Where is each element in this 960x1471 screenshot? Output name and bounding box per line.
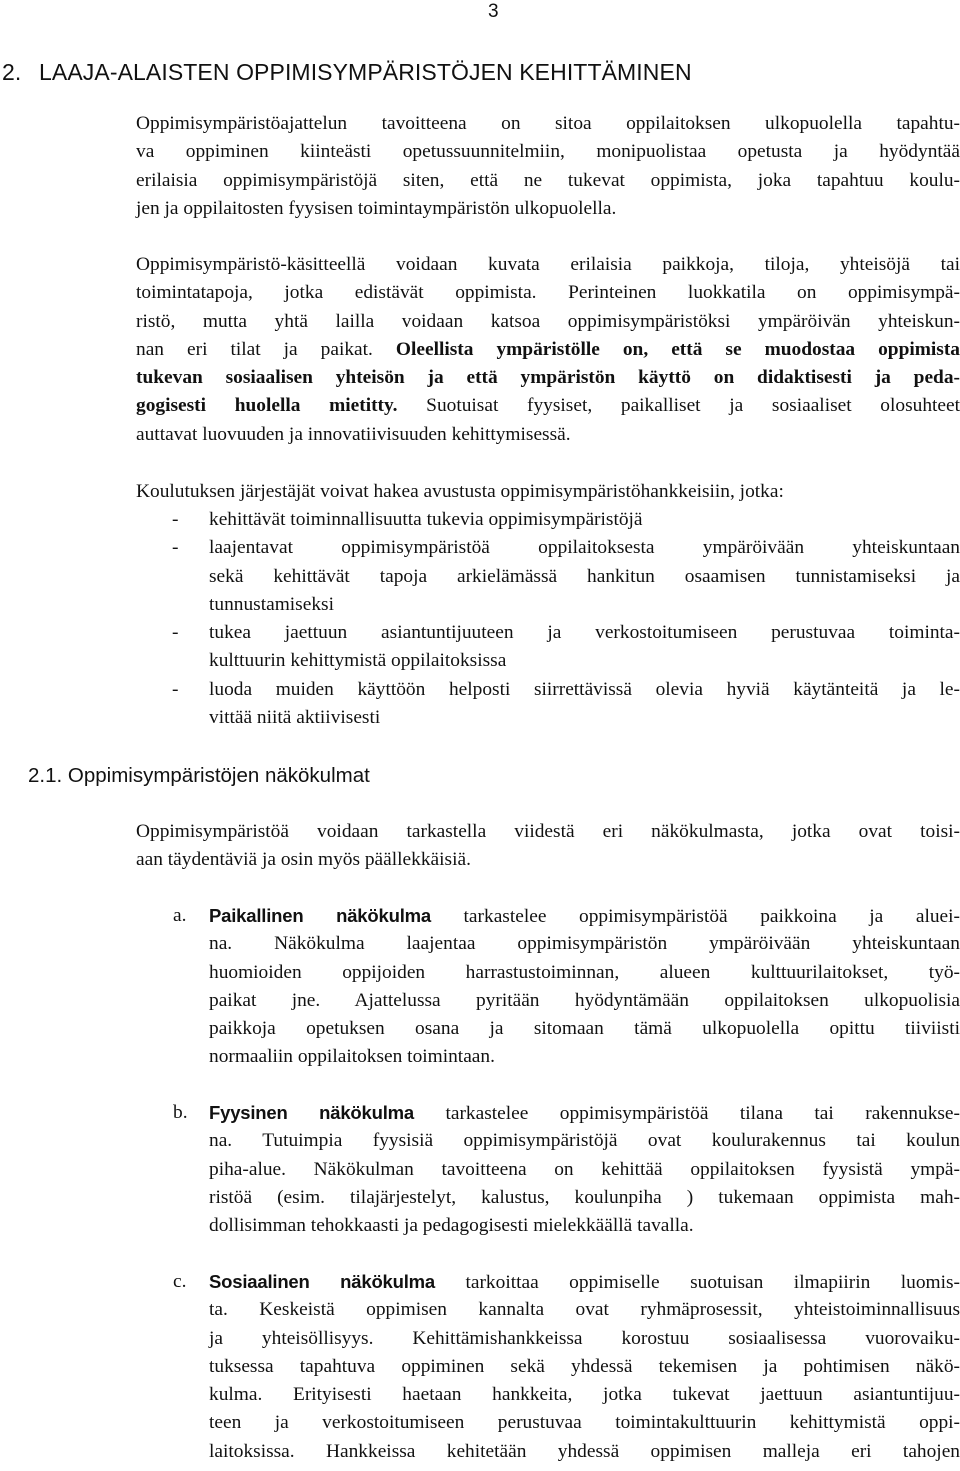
- item-line: [209, 1268, 960, 1296]
- paragraph-line: Koulutuksen järjestäjät voivat hakea avustusta oppimisympäristöhankkeisiin, jotka:: [136, 481, 784, 502]
- item-marker: a.: [173, 905, 187, 926]
- emphasis-run: Oleellista ympäristölle on, että se muodostaa oppimista: [395, 338, 960, 360]
- list-item-text: kulttuurin kehittymistä oppilaitoksissa: [209, 650, 507, 672]
- list-item-continuation: [136, 591, 960, 619]
- paragraph-intro: [136, 110, 960, 223]
- paragraph-line-mixed: [136, 336, 960, 364]
- dash-marker: -: [172, 537, 179, 559]
- paragraph-line: va oppiminen kiinteästi opetussuunnitelmiin, monipuolistaa opetusta ja hyödyntää: [136, 141, 960, 163]
- text-run: tarkastelee oppimisympäristöä tilana tai rakennukse-: [414, 1103, 960, 1124]
- dash-marker: -: [172, 509, 179, 530]
- paragraph-line: ristö, mutta yhtä lailla voidaan katsoa oppimisympäristöksi ympäröivän yhteiskun-: [136, 310, 960, 332]
- list-item-continuation: [136, 563, 960, 591]
- list-item: [136, 619, 960, 647]
- item-term: Fyysinen näkökulma: [209, 1102, 414, 1123]
- item-marker: b.: [173, 1102, 188, 1123]
- list-item-continuation: [136, 647, 960, 675]
- paragraph-line: Oppimisympäristöajattelun tavoitteena on sitoa oppilaitoksen ulkopuolella tapahtu-: [136, 113, 960, 134]
- item-line: ristöä (esim. tilajärjestelyt, kalustus, koulunpiha ) tukemaan oppimista mah-: [209, 1186, 960, 1208]
- paragraph-line: auttavat luovuuden ja innovatiivisuuden kehittymisessä.: [136, 423, 571, 445]
- list-item: [136, 676, 960, 704]
- section-number: 2.: [2, 59, 22, 85]
- item-line: dollisimman tehokkaasti ja pedagogisesti mielekkäällä tavalla.: [209, 1215, 694, 1237]
- item-line: ja yhteisöllisyys. Kehittämishankkeissa korostuu sosiaalisessa vuorovaiku-: [209, 1327, 960, 1349]
- paragraph-line: Oppimisympäristöä voidaan tarkastella viidestä eri näkökulmasta, jotka ovat toisi-: [136, 821, 960, 842]
- item-marker: c.: [173, 1271, 187, 1292]
- item-term: Sosiaalinen näkökulma: [209, 1271, 436, 1292]
- item-line: laitoksissa. Hankkeissa kehitetään yhdessä oppimisen malleja eri tahojen: [209, 1440, 960, 1462]
- item-term: Paikallinen näkökulma: [209, 905, 431, 926]
- list-item-text: sekä kehittävät tapoja arkielämässä hankitun osaamisen tunnistamiseksi ja: [209, 565, 960, 587]
- item-line: [209, 1099, 960, 1127]
- text-run: Suotuisat fyysiset, paikalliset ja sosiaaliset olosuhteet: [397, 395, 960, 417]
- subsection-heading: 2.1. Oppimisympäristöjen näkökulmat: [28, 764, 370, 787]
- text-run: tarkoittaa oppimiselle suotuisan ilmapiirin luomis-: [435, 1272, 960, 1293]
- item-line: paikkoja opetuksen osana ja sitomaan tämä ulkopuolella opittu tiiviisti: [209, 1018, 960, 1040]
- paragraph-line: aan täydentäviä ja osin myös päällekkäisiä.: [136, 849, 471, 871]
- paragraph-line: Oppimisympäristö-käsitteellä voidaan kuvata erilaisia paikkoja, tiloja, yhteisöjä tai: [136, 254, 960, 275]
- text-run: tarkastelee oppimisympäristöä paikkoina ja aluei-: [430, 906, 960, 927]
- funding-criteria-list: [136, 506, 960, 732]
- text-run: nan eri tilat ja paikat.: [136, 338, 396, 360]
- emphasis-line: tukevan sosiaalisen yhteisön ja että ympäristön käyttö on didaktisesti ja peda-: [136, 367, 960, 389]
- list-item: [136, 506, 960, 534]
- item-line: normaaliin oppilaitoksen toimintaan.: [209, 1046, 495, 1068]
- list-item-text: tukea jaettuun asiantuntijuuteen ja verkostoitumiseen perustuvaa toiminta-: [209, 622, 960, 644]
- item-line: piha-alue. Näkökulman tavoitteena on kehittää oppilaitoksen fyysistä ympä-: [209, 1158, 960, 1180]
- list-item-text: luoda muiden käyttöön helposti siirrettävissä olevia hyviä käytänteitä ja le-: [209, 678, 960, 700]
- page-number: 3: [488, 1, 499, 22]
- paragraph-line: jen ja oppilaitosten fyysisen toimintaympäristön ulkopuolella.: [136, 197, 617, 219]
- list-item-text: kehittävät toiminnallisuutta tukevia oppimisympäristöjä: [209, 509, 643, 530]
- item-line: na. Tutuimpia fyysisiä oppimisympäristöjä ovat koulurakennus tai koulun: [209, 1130, 960, 1152]
- paragraph-perspectives-intro: [136, 818, 960, 875]
- item-line: na. Näkökulma laajentaa oppimisympäristön ympäröivään yhteiskuntaan: [209, 933, 960, 955]
- section-title: LAAJA-ALAISTEN OPPIMISYMPÄRISTÖJEN KEHITTÄMINEN: [39, 59, 692, 85]
- item-line: huomioiden oppijoiden harrastustoiminnan, alueen kulttuurilaitokset, työ-: [209, 961, 960, 983]
- paragraph-line-mixed: [136, 392, 960, 420]
- paragraph-definition: [136, 251, 960, 449]
- item-line: teen ja verkostoitumiseen perustuvaa toimintakulttuurin kehittymistä oppi-: [209, 1412, 960, 1434]
- emphasis-run: gogisesti huolella mietitty.: [136, 395, 398, 417]
- item-line: ta. Keskeistä oppimisen kannalta ovat ryhmäprosessit, yhteistoiminnallisuus: [209, 1299, 960, 1321]
- dash-marker: -: [172, 678, 179, 700]
- paragraph-line: erilaisia oppimisympäristöjä siten, että ne tukevat oppimista, joka tapahtuu koulu-: [136, 169, 960, 191]
- item-line: kulma. Erityisesti haetaan hankkeita, jotka tukevat jaettuun asiantuntijuu-: [209, 1384, 960, 1406]
- list-item-text: vittää niitä aktiivisesti: [209, 707, 381, 729]
- item-line: paikat jne. Ajattelussa pyritään hyödyntämään oppilaitoksen ulkopuolisia: [209, 989, 960, 1011]
- list-item-text: tunnustamiseksi: [209, 593, 334, 615]
- dash-marker: -: [172, 622, 179, 644]
- paragraph-funding-intro: [136, 478, 960, 506]
- list-item-continuation: [136, 704, 960, 732]
- item-line: [209, 902, 960, 930]
- list-item: [136, 534, 960, 562]
- item-line: tuksessa tapahtuva oppiminen sekä yhdessä tekemisen ja pohtimisen näkö-: [209, 1355, 960, 1377]
- paragraph-line: toimintatapoja, jotka edistävät oppimista. Perinteinen luokkatila on oppimisympä-: [136, 282, 960, 304]
- list-item-text: laajentavat oppimisympäristöä oppilaitoksesta ympäröivään yhteiskuntaan: [209, 537, 960, 559]
